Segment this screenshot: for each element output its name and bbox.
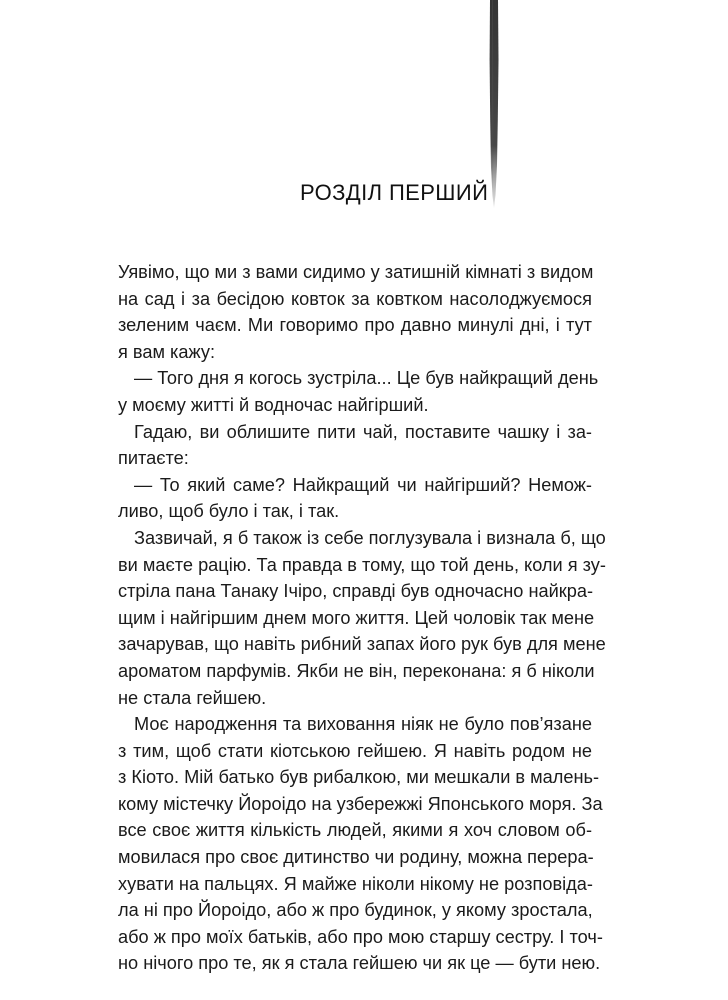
text-line: Моє народження та виховання ніяк не було пов’язане [134,714,592,735]
paragraph [118,525,606,711]
text-line: з тим, щоб стати кіотською гейшею. Я навіть родом не [118,740,592,761]
text-line: мовилася про своє дитинство чи родину, можна перера- [118,847,594,868]
paragraph [118,711,603,977]
text-line: Гадаю, ви облишите пити чай, поставите чашку і за- [134,421,592,442]
text-line: або ж про моїх батьків, або про мою старшу сестру. І точ- [118,926,603,947]
text-line: но нічого про те, як я стала гейшею чи як це — бути нею. [118,953,601,974]
text-line: ви маєте рацію. Та правда в тому, що той день, коли я зу- [118,554,606,575]
paragraph [118,472,592,525]
text-line: у моєму житті й водночас найгірший. [118,394,429,415]
chapter-title: РОЗДІЛ ПЕРШИЙ [300,180,489,205]
text-line: — То який саме? Найкращий чи найгірший? Немож- [134,474,592,495]
text-line: ароматом парфумів. Якби не він, переконана: я б ніколи [118,660,595,681]
text-line: Уявімо, що ми з вами сидимо у затишній кімнаті з видом [118,262,594,282]
text-line: щим і найгіршим днем мого життя. Цей чоловік так мене [118,607,595,628]
text-line: не стала гейшею. [118,687,267,708]
paragraph [118,259,592,365]
text-line: я вам кажу: [118,341,216,362]
text-line: стріла пана Танаку Ічіро, справді був одночасно найкра- [118,581,594,602]
paragraph [118,419,592,472]
brush-stroke-decoration [487,0,501,208]
text-line: Зазвичай, я б також із себе поглузувала і визнала б, що [134,527,606,548]
text-line: на сад і за бесідою ковток за ковтком насолоджуємося [118,288,592,309]
text-line: зеленим чаєм. Ми говоримо про давно минулі дні, і тут [118,315,592,336]
body-text [118,259,606,977]
text-line: ливо, щоб було і так, і так. [118,501,340,522]
paragraph [118,365,599,418]
text-line: ла ні про Йороідо, або ж про будинок, у якому зростала, [118,900,593,921]
text-line: питаєте: [118,448,189,469]
text-line: хувати на пальцях. Я майже ніколи нікому не розповіда- [118,873,593,894]
text-line: — Того дня я когось зустріла... Це був найкращий день [134,368,599,389]
text-line: зачарував, що навіть рибний запах його рук був для мене [118,634,606,655]
text-line: кому містечку Йороідо на узбережжі Японського моря. За [118,793,603,814]
text-line: з Кіото. Мій батько був рибалкою, ми мешкали в малень- [118,767,600,788]
text-line: все своє життя кількість людей, якими я хоч словом об- [118,820,592,841]
